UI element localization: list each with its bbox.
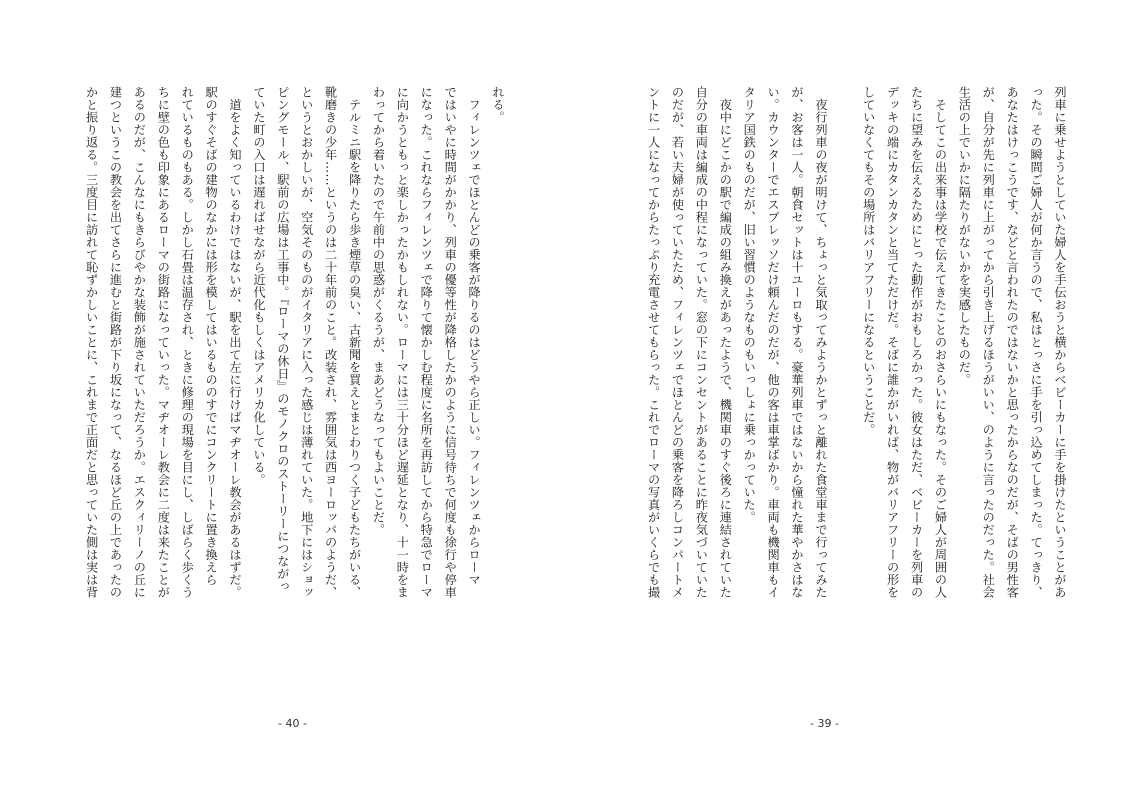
right-page	[561, 0, 1123, 794]
left-page	[0, 0, 561, 794]
left-page-body-text: れる。 フィレンツェでほとんどの乗客が降りるのはどうやら正しい。フィレンツェからローマ ではいやに時間がかかり、列車の優等性が降格したかのように信号待ちで何度も徐行や停車 になった。これならフィレンツェで降りて懐かしむ程度に名所を再訪してから特急でローマ に向かうともっと楽しかったかもしれない。ローマには三十分ほど遅延となり、十一時をま わってから着いたので午前中の思惑がくるうが、まあどうなってもよいことだ。 テルミニ駅を降りたら歩き煙草の臭い、古新聞を買えとまとわりつく子どもたちがいる、 靴磨きの少年……というのは二十年前のこと。改装され、雰囲気は西ヨーロッパのようだ、 というとおかしいが、空気そのものがイタリアに入った感じは薄れていた。地下にはショッ ピングモール、駅前の広場は工事中。『ローマの休日』のモノクロのストーリーにつながっ ていた町の入口は遅ればせながら近代化もしくはアメリカ化している。 道をよく知っているわけではないが、駅を出て左に行けばマヂオーレ教会があるはずだ。 駅のすぐそばの建物のなかには形を模してはいるもののすでにコンクリートに置き換えら れているものもある。しかし石畳は温存され、ときに修理の現場を目にし、しばらく歩くう ちに壁の色も印象にあるローマの街路になっていった。マヂオーレ教会に二度は来たことが あるのだが、こんなにもきらびやかな装飾が施されていただろうか。エスクィリーノの丘に 建つというこの教会を出てさらに進むと街路が下り坂になって、なるほど丘の上であったの かと振り返る。三度目に訪れて恥ずかしいことに、これまで正面だと思っていた側は実は背	[84, 86, 505, 599]
right-page-number: - 39 -	[810, 717, 839, 730]
left-page-number: - 40 -	[278, 717, 307, 730]
right-page-body-text: 列車に乗せようとしていた婦人を手伝おうと横からベビーカーに手を掛けたということがあ った。その瞬間ご婦人が何か言うので、私はとっさに手を引っ込めてしまった。てっきり、 あなたはけっこうです、などと言われたのではないかと思ったからなのだが、そばの男性客 が、自分が先に列車に上がってから引き上げるほうがいい、のように言ったのだった。社会 生活の上でいかに隔たりがないかを実感したものだ。 そしてこの出来事は学校で伝えてきたことのおさらいにもなった。そのご婦人が周囲の人 たちに望みを伝えるためにとった動作がおもしろかった。彼女はただ、ベビーカーを列車の デッキの端にカタンカタンと当てただけだ。そばに誰かがいれば、物がバリアフリーの形を していなくてもその場所はバリアフリーになるということだ。 夜行列車の夜が明けて、ちょっと気取ってみようかとずっと離れた食堂車まで行ってみた が、お客は一人。朝食セットは十ユーロもする。豪華列車ではないから憧れた華やかさはな い。カウンターでエスプレッソだけ頼んだのだが、他の客は車掌ばかり。車両も機関車もイ タリア国鉄のものだが、旧い習慣のようなものもいっしょに乗っかっていた。 夜中にどこかの駅で編成の組み換えがあったようで、機関車のすぐ後ろに連結されていた 自分の車両は編成の中程になっていた。窓の下にコンセントがあることに昨夜気づいていた のだが、若い夫婦が使っていたため、フィレンツェでほとんどの乗客を降ろしコンパートメ ントに一人になってからたっぷり充電させてもらった。これでローマの写真がいくらでも撮	[646, 86, 1067, 599]
